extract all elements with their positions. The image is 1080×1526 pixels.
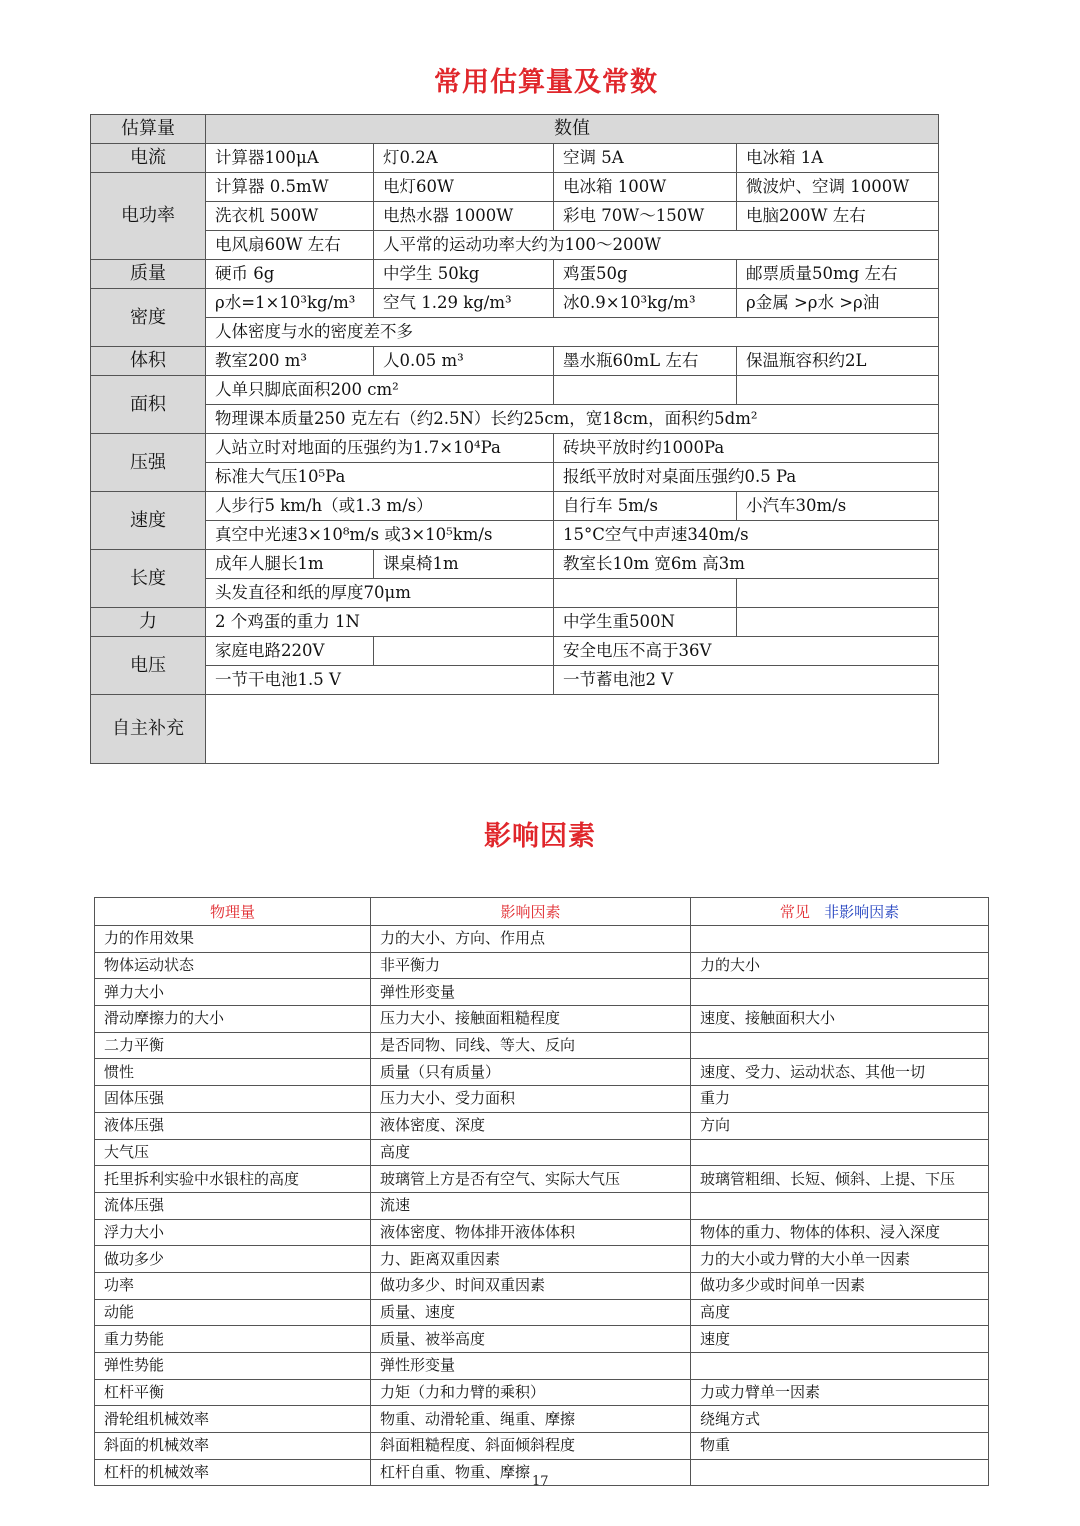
table-row — [95, 1192, 989, 1219]
estimation-title: 常用估算量及常数 — [434, 67, 658, 98]
quantity-cell: 力的作用效果 — [95, 926, 371, 953]
category-label: 速度 — [91, 492, 206, 550]
header-value: 数值 — [206, 115, 939, 144]
quantity-cell: 动能 — [95, 1299, 371, 1326]
table-row — [95, 1166, 989, 1193]
cell: 人单只脚底面积200 cm² — [206, 376, 554, 405]
cell: 计算器100μA — [206, 144, 374, 173]
table-row — [95, 1219, 989, 1246]
row-area-2 — [91, 405, 939, 434]
non-factor-cell: 重力 — [691, 1086, 989, 1113]
cell: 鸡蛋50g — [554, 260, 737, 289]
category-label: 力 — [91, 608, 206, 637]
cell: 灯0.2A — [374, 144, 554, 173]
cell: 中学生 50kg — [374, 260, 554, 289]
cell: 2 个鸡蛋的重力 1N — [206, 608, 554, 637]
row-speed-1 — [91, 492, 939, 521]
cell: 空气 1.29 kg/m³ — [374, 289, 554, 318]
table-row — [95, 1006, 989, 1033]
row-area-1 — [91, 376, 939, 405]
factors-title: 影响因素 — [484, 821, 596, 852]
row-mass — [91, 260, 939, 289]
non-factor-cell: 玻璃管粗细、长短、倾斜、上提、下压 — [691, 1166, 989, 1193]
cell: ρ金属 >ρ水 >ρ油 — [737, 289, 939, 318]
cell: 人0.05 m³ — [374, 347, 554, 376]
table-row — [95, 1299, 989, 1326]
non-factor-cell: 力的大小或力臂的大小单一因素 — [691, 1246, 989, 1273]
extra-cell — [206, 695, 939, 764]
non-factor-cell: 速度、接触面积大小 — [691, 1006, 989, 1033]
cell: 自行车 5m/s — [554, 492, 737, 521]
table-row — [95, 1272, 989, 1299]
table-row — [95, 926, 989, 953]
non-factor-cell — [691, 1139, 989, 1166]
non-factor-cell — [691, 926, 989, 953]
non-factor-cell: 物重 — [691, 1433, 989, 1460]
factor-cell: 弹性形变量 — [371, 1353, 691, 1380]
non-factor-cell: 力的大小 — [691, 952, 989, 979]
quantity-cell: 杠杆的机械效率 — [95, 1459, 371, 1486]
cell: 中学生重500N — [554, 608, 737, 637]
cell: 电灯60W — [374, 173, 554, 202]
table-row — [95, 1086, 989, 1113]
header-common: 常见 — [779, 903, 810, 921]
quantity-cell: 滑轮组机械效率 — [95, 1406, 371, 1433]
cell: 人步行5 km/h（或1.3 m/s） — [206, 492, 554, 521]
quantity-cell: 二力平衡 — [95, 1032, 371, 1059]
category-label: 质量 — [91, 260, 206, 289]
factor-cell: 质量、速度 — [371, 1299, 691, 1326]
quantity-cell: 做功多少 — [95, 1246, 371, 1273]
cell: 成年人腿长1m — [206, 550, 374, 579]
factor-cell: 力的大小、方向、作用点 — [371, 926, 691, 953]
factor-cell: 杠杆自重、物重、摩擦 — [371, 1459, 691, 1486]
factor-cell: 流速 — [371, 1192, 691, 1219]
non-factor-cell: 绕绳方式 — [691, 1406, 989, 1433]
category-label: 体积 — [91, 347, 206, 376]
header-quantity: 物理量 — [95, 898, 371, 926]
quantity-cell: 功率 — [95, 1272, 371, 1299]
table-row — [95, 1059, 989, 1086]
cell: 墨水瓶60mL 左右 — [554, 347, 737, 376]
non-factor-cell — [691, 979, 989, 1006]
category-label: 电流 — [91, 144, 206, 173]
cell: 电冰箱 100W — [554, 173, 737, 202]
cell: 计算器 0.5mW — [206, 173, 374, 202]
non-factor-cell: 做功多少或时间单一因素 — [691, 1272, 989, 1299]
factor-cell: 物重、动滑轮重、绳重、摩擦 — [371, 1406, 691, 1433]
cell: 砖块平放时约1000Pa — [554, 434, 939, 463]
category-label: 电功率 — [91, 173, 206, 260]
cell: 电风扇60W 左右 — [206, 231, 374, 260]
factor-cell: 力、距离双重因素 — [371, 1246, 691, 1273]
non-factor-cell — [691, 1192, 989, 1219]
quantity-cell: 托里拆利实验中水银柱的高度 — [95, 1166, 371, 1193]
non-factor-cell: 速度 — [691, 1326, 989, 1353]
cell: ρ水=1×10³kg/m³ — [206, 289, 374, 318]
non-factor-cell: 高度 — [691, 1299, 989, 1326]
row-voltage-1 — [91, 637, 939, 666]
quantity-cell: 物体运动状态 — [95, 952, 371, 979]
quantity-cell: 重力势能 — [95, 1326, 371, 1353]
table-row — [95, 979, 989, 1006]
row-power-3 — [91, 231, 939, 260]
cell: 电热水器 1000W — [374, 202, 554, 231]
cell: 家庭电路220V — [206, 637, 374, 666]
category-label: 面积 — [91, 376, 206, 434]
non-factor-cell — [691, 1353, 989, 1380]
non-factor-cell — [691, 1032, 989, 1059]
cell — [554, 376, 737, 405]
quantity-cell: 大气压 — [95, 1139, 371, 1166]
category-label: 压强 — [91, 434, 206, 492]
factor-cell: 压力大小、接触面粗糙程度 — [371, 1006, 691, 1033]
quantity-cell: 杠杆平衡 — [95, 1379, 371, 1406]
cell: 一节蓄电池2 V — [554, 666, 939, 695]
factor-cell: 弹性形变量 — [371, 979, 691, 1006]
cell: 小汽车30m/s — [737, 492, 939, 521]
row-speed-2 — [91, 521, 939, 550]
header-factors: 影响因素 — [371, 898, 691, 926]
table-row — [95, 1326, 989, 1353]
cell: 人站立时对地面的压强约为1.7×10⁴Pa — [206, 434, 554, 463]
quantity-cell: 固体压强 — [95, 1086, 371, 1113]
table-row — [95, 1433, 989, 1460]
factor-cell: 高度 — [371, 1139, 691, 1166]
table-row — [95, 1379, 989, 1406]
category-label: 密度 — [91, 289, 206, 347]
cell: 一节干电池1.5 V — [206, 666, 554, 695]
category-label: 电压 — [91, 637, 206, 695]
factor-cell: 液体密度、深度 — [371, 1112, 691, 1139]
factor-cell: 质量（只有质量） — [371, 1059, 691, 1086]
factor-cell: 非平衡力 — [371, 952, 691, 979]
table-row — [95, 1139, 989, 1166]
row-density-2 — [91, 318, 939, 347]
factor-cell: 质量、被举高度 — [371, 1326, 691, 1353]
estimation-table — [90, 114, 939, 764]
cell: 微波炉、空调 1000W — [737, 173, 939, 202]
cell — [554, 579, 737, 608]
header-non-factor: 非影响因素 — [824, 903, 900, 921]
table-row — [95, 1353, 989, 1380]
cell — [737, 376, 939, 405]
row-pressure-2 — [91, 463, 939, 492]
quantity-cell: 弹性势能 — [95, 1353, 371, 1380]
cell: 人平常的运动功率大约为100～200W — [374, 231, 939, 260]
factors-table — [94, 897, 989, 1486]
non-factor-cell — [691, 1459, 989, 1486]
table-row — [95, 1032, 989, 1059]
cell: 保温瓶容积约2L — [737, 347, 939, 376]
cell: 教室200 m³ — [206, 347, 374, 376]
table-row — [95, 952, 989, 979]
cell: 冰0.9×10³kg/m³ — [554, 289, 737, 318]
non-factor-cell: 物体的重力、物体的体积、浸入深度 — [691, 1219, 989, 1246]
row-volume — [91, 347, 939, 376]
quantity-cell: 滑动摩擦力的大小 — [95, 1006, 371, 1033]
cell: 真空中光速3×10⁸m/s 或3×10⁵km/s — [206, 521, 554, 550]
cell: 头发直径和纸的厚度70μm — [206, 579, 554, 608]
row-force — [91, 608, 939, 637]
row-pressure-1 — [91, 434, 939, 463]
cell: 电脑200W 左右 — [737, 202, 939, 231]
cell: 人体密度与水的密度差不多 — [206, 318, 939, 347]
quantity-cell: 浮力大小 — [95, 1219, 371, 1246]
factor-cell: 液体密度、物体排开液体体积 — [371, 1219, 691, 1246]
non-factor-cell: 速度、受力、运动状态、其他一切 — [691, 1059, 989, 1086]
factor-cell: 玻璃管上方是否有空气、实际大气压 — [371, 1166, 691, 1193]
cell: 教室长10m 宽6m 高3m — [554, 550, 939, 579]
factor-cell: 是否同物、同线、等大、反向 — [371, 1032, 691, 1059]
quantity-cell: 惯性 — [95, 1059, 371, 1086]
header-non-factors — [691, 898, 989, 926]
row-power-2 — [91, 202, 939, 231]
table-header-row — [91, 115, 939, 144]
table-row — [95, 1246, 989, 1273]
factor-cell: 斜面粗糙程度、斜面倾斜程度 — [371, 1433, 691, 1460]
cell: 课桌椅1m — [374, 550, 554, 579]
non-factor-cell: 力或力臂单一因素 — [691, 1379, 989, 1406]
quantity-cell: 斜面的机械效率 — [95, 1433, 371, 1460]
factor-cell: 力矩（力和力臂的乘积） — [371, 1379, 691, 1406]
category-label: 长度 — [91, 550, 206, 608]
cell: 洗衣机 500W — [206, 202, 374, 231]
page-number: 17 — [532, 1474, 549, 1489]
cell: 报纸平放时对桌面压强约0.5 Pa — [554, 463, 939, 492]
row-extra — [91, 695, 939, 764]
header-quantity: 估算量 — [91, 115, 206, 144]
row-length-2 — [91, 579, 939, 608]
cell: 标准大气压10⁵Pa — [206, 463, 554, 492]
cell: 物理课本质量250 克左右（约2.5N）长约25cm，宽18cm，面积约5dm² — [206, 405, 939, 434]
cell — [374, 637, 554, 666]
factor-cell: 压力大小、受力面积 — [371, 1086, 691, 1113]
cell: 电冰箱 1A — [737, 144, 939, 173]
cell: 硬币 6g — [206, 260, 374, 289]
cell: 安全电压不高于36V — [554, 637, 939, 666]
row-power-1 — [91, 173, 939, 202]
table-row — [95, 1112, 989, 1139]
factors-header-row — [95, 898, 989, 926]
row-length-1 — [91, 550, 939, 579]
quantity-cell: 液体压强 — [95, 1112, 371, 1139]
category-label: 自主补充 — [91, 695, 206, 764]
quantity-cell: 弹力大小 — [95, 979, 371, 1006]
table-row — [95, 1406, 989, 1433]
cell — [737, 608, 939, 637]
row-density-1 — [91, 289, 939, 318]
cell: 15°C空气中声速340m/s — [554, 521, 939, 550]
cell: 邮票质量50mg 左右 — [737, 260, 939, 289]
non-factor-cell: 方向 — [691, 1112, 989, 1139]
cell: 空调 5A — [554, 144, 737, 173]
row-voltage-2 — [91, 666, 939, 695]
factor-cell: 做功多少、时间双重因素 — [371, 1272, 691, 1299]
cell: 彩电 70W～150W — [554, 202, 737, 231]
row-current — [91, 144, 939, 173]
quantity-cell: 流体压强 — [95, 1192, 371, 1219]
cell — [737, 579, 939, 608]
